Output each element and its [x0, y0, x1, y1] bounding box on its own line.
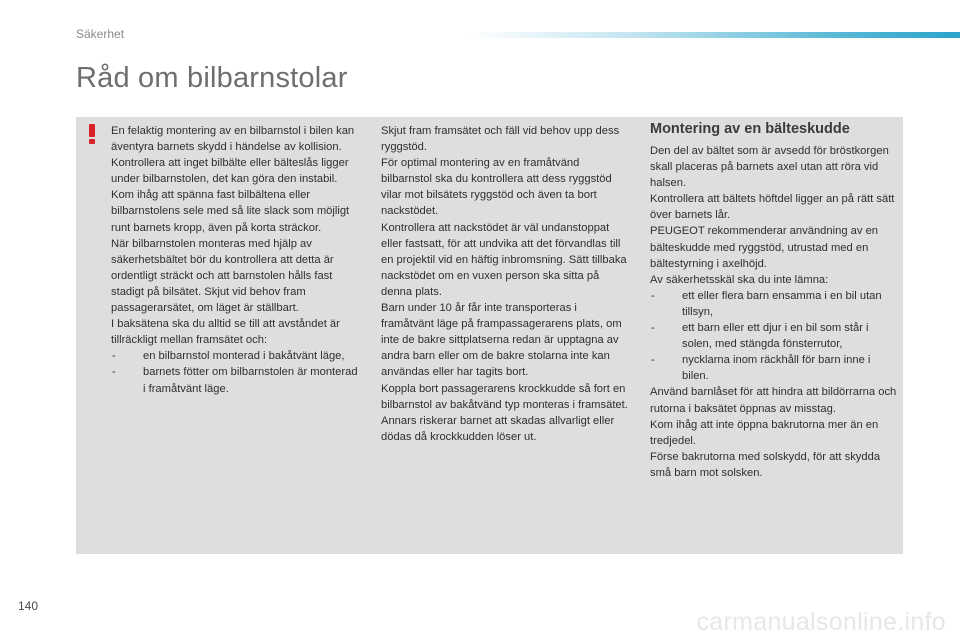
paragraph: En felaktig montering av en bilbarnstol i bilen kan äventyra barnets skydd i händelse av kollision. — [111, 125, 355, 154]
paragraph: Den del av bältet som är avsedd för bröstkorgen skall placeras på barnets axel utan att röra vid halsen. — [650, 145, 889, 190]
paragraph: För optimal montering av en framåtvänd bilbarnstol ska du kontrollera att dess ryggstöd vilar mot bilsätets ryggstöd och även ta bort nackstödet. — [381, 157, 612, 218]
warning-exclamation-icon — [87, 124, 97, 144]
dash-list — [650, 288, 900, 385]
page-title: Råd om bilbarnstolar — [76, 62, 348, 94]
booster-column — [650, 119, 900, 481]
paragraph: PEUGEOT rekommenderar användning av en bälteskudde med ryggstöd, utrustad med en bältestyrning i axelhöjd. — [650, 225, 879, 270]
paragraph: Annars riskerar barnet att skadas allvarligt eller dödas då krockkudden löser ut. — [381, 414, 615, 443]
paragraph: Koppla bort passagerarens krockkudde så fort en bilbarnstol av bakåtvänd typ monteras i framsätet. — [381, 382, 628, 411]
paragraph: När bilbarnstolen monteras med hjälp av säkerhetsbältet bör du kontrollera att detta är ordentligt sträckt och att barnstolen hålls fast stadigt på bilsätet. Skjut vid behov fram passagerarsätet, om läget är ställbart. — [111, 237, 334, 315]
paragraph: Förse bakrutorna med solskydd, för att skydda små barn mot solsken. — [650, 450, 881, 479]
paragraph: Kontrollera att nackstödet är väl undanstoppat eller fastsatt, för att undvika att det förvandlas till en projektil vid en häftig inbromsning. Sätt tillbaka nackstödet om en vuxen person ska sitta på denna plats. — [381, 221, 627, 298]
header-accent-line — [470, 32, 960, 38]
list-item: - barnets fötter om bilbarnstolen är monterad i framåtvänt läge. — [111, 364, 361, 396]
paragraph: I baksätena ska du alltid se till att avståndet är tillräckligt mellan framsätet och: — [111, 318, 340, 347]
paragraph: Av säkerhetsskäl ska du inte lämna: — [650, 273, 829, 286]
page-number: 140 — [18, 599, 39, 613]
paragraph: Kontrollera att bältets höftdel ligger an på rätt sätt över barnets lår. — [650, 193, 895, 222]
section-label: Säkerhet — [76, 27, 125, 41]
list-item: - en bilbarnstol monterad i bakåtvänt läge, — [111, 348, 361, 364]
list-item: - nycklarna inom räckhåll för barn inne i bilen. — [650, 352, 900, 384]
list-item: - ett eller flera barn ensamma i en bil utan tillsyn, — [650, 288, 900, 320]
middle-column — [381, 123, 631, 445]
dash-list — [111, 348, 361, 396]
paragraph: Barn under 10 år får inte transporteras i framåtvänt läge på frampassagerarens plats, om inte de bakre sittplatserna redan är upptagna av andra barn eller om de bakre stolarna inte kan användas eller har tagits bort. — [381, 302, 622, 379]
watermark: carmanualsonline.info — [696, 608, 946, 636]
paragraph: Skjut fram framsätet och fäll vid behov upp dess ryggstöd. — [381, 125, 620, 154]
paragraph: Använd barnlåset för att hindra att bildörrarna och rutorna i baksätet öppnas av misstag. — [650, 386, 897, 415]
warning-column — [111, 123, 361, 397]
content-panel — [76, 117, 903, 554]
paragraph: Kontrollera att inget bilbälte eller bälteslås ligger under bilbarnstolen, det kan göra den instabil. — [111, 157, 349, 186]
paragraph: Kom ihåg att inte öppna bakrutorna mer än en tredjedel. — [650, 418, 879, 447]
list-item: - ett barn eller ett djur i en bil som står i solen, med stängda fönsterrutor, — [650, 320, 900, 352]
section-heading: Montering av en bälteskudde — [650, 121, 850, 137]
paragraph: Kom ihåg att spänna fast bilbältena eller bilbarnstolens sele med så lite slack som möjligt runt barnets kropp, även på korta sträckor. — [111, 189, 350, 234]
